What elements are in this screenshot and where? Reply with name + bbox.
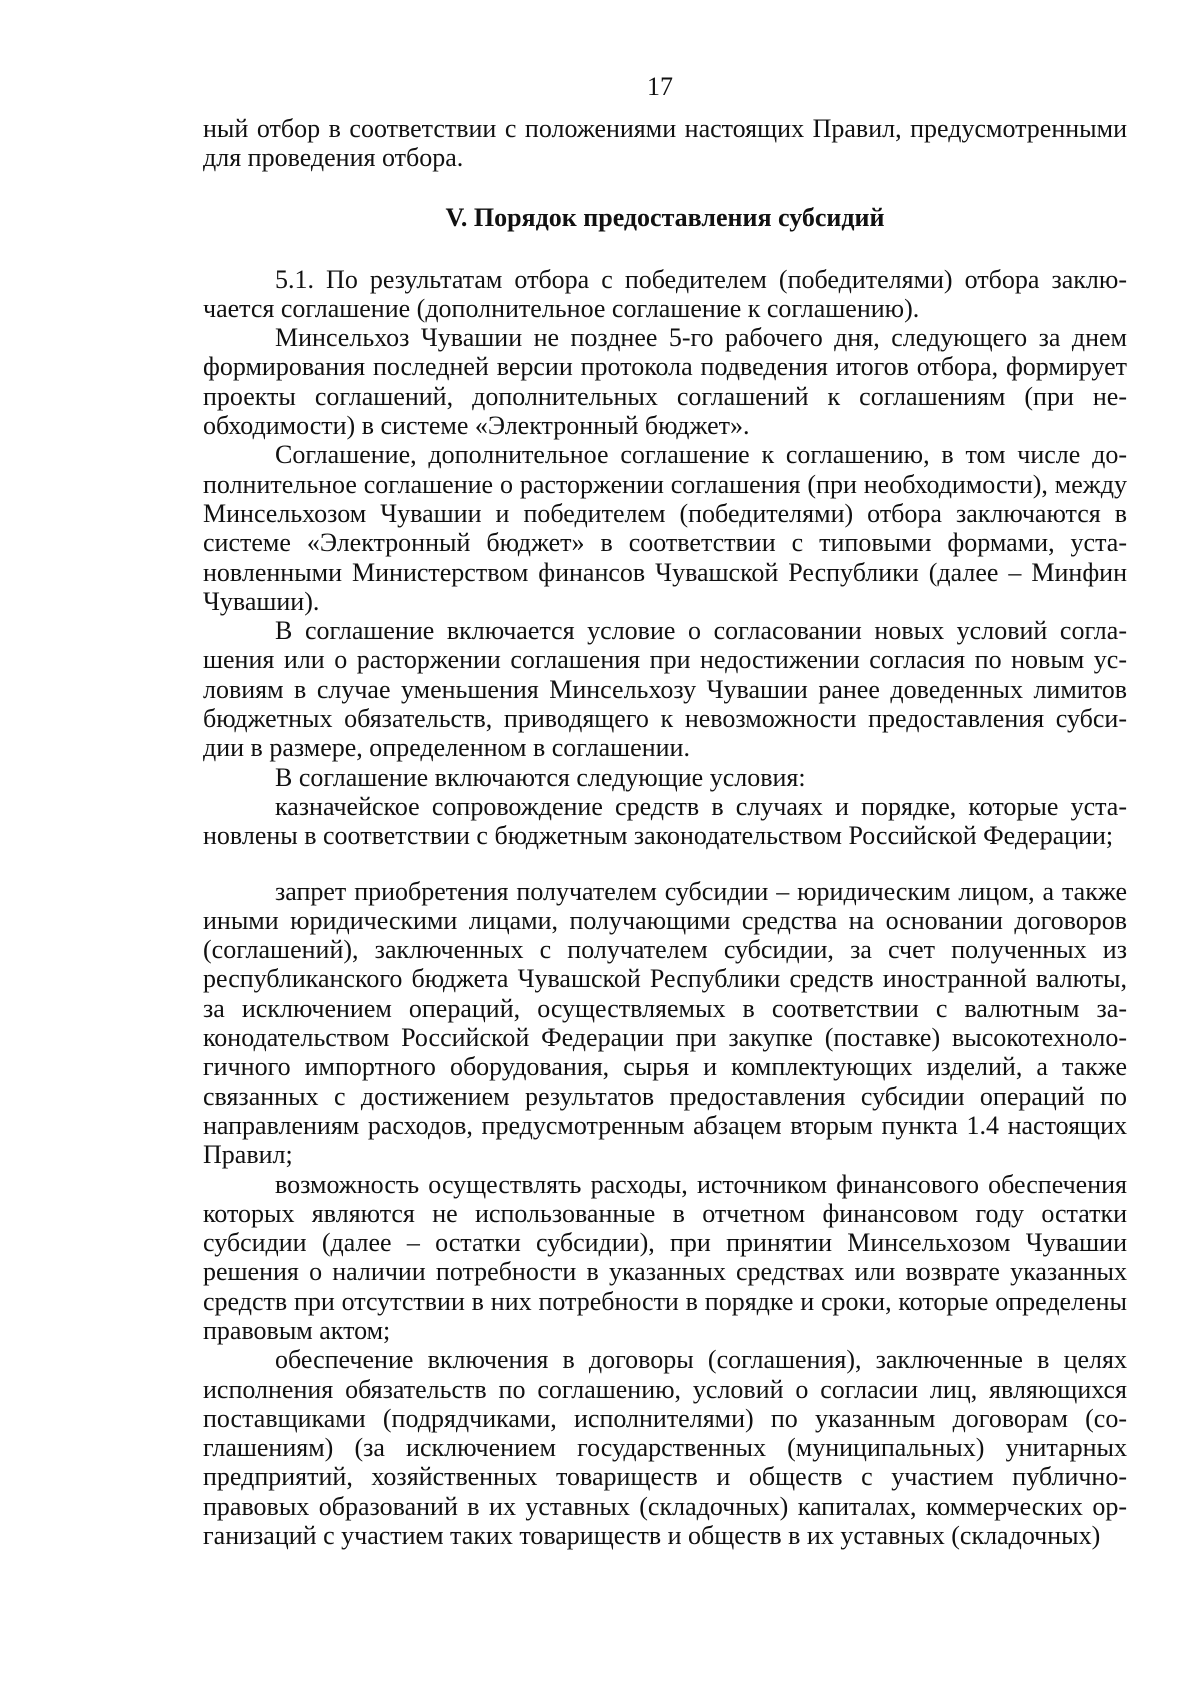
paragraph-continuation: ный отбор в соответствии с положениями настоящих Правил, предусмотренными для проведения отбора. [203, 114, 1127, 173]
paragraph: 5.1. По результатам отбора с победителем (победителями) отбора заключается соглашение (дополнительное соглашение к соглашению). [203, 264, 1127, 323]
paragraph: Минсельхоз Чувашии не позднее 5-го рабочего дня, следующего за днем формирования последней версии протокола подведения итогов отбора, формирует проекты соглашений, дополнительных соглашений к соглашениям (при необходимости) в системе «Электронный бюджет». [203, 323, 1127, 441]
document-body [203, 114, 1127, 1550]
section-title: V. Порядок предоставления субсидий [445, 202, 885, 232]
paragraph: Соглашение, дополнительное соглашение к соглашению, в том числе дополнительное соглашение о расторжении соглашения (при необходимости), между Минсельхозом Чувашии и победителем (победителями) отбора заключаются в системе «Электронный бюджет» в соответствии с типовыми формами, установленными Министерством финансов Чувашской Республики (далее – Минфин Чувашии). [203, 440, 1127, 616]
list-item-paragraph: казначейское сопровождение средств в случаях и порядке, которые установлены в соответствии с бюджетным законодательством Российской Федерации; [203, 791, 1127, 851]
list-item-paragraph: возможность осуществлять расходы, источником финансового обеспечения которых являются не использованные в отчетном финансовом году остатки субсидии (далее – остатки субсидии), при принятии Минсельхозом Чувашии решения о наличии потребности в указанных средствах или возврате указанных средств при отсутствии в них потребности в порядке и сроки, которые определены правовым актом; [203, 1169, 1127, 1345]
paragraph: В соглашение включается условие о согласовании новых условий соглашения или о расторжении соглашения при недостижении согласия по новым условиям в случае уменьшения Минсельхозу Чувашии ранее доведенных лимитов бюджетных обязательств, приводящего к невозможности предоставления субсидии в размере, определенном в соглашении. [203, 616, 1127, 763]
list-item-paragraph: обеспечение включения в договоры (соглашения), заключенные в целях исполнения обязательств по соглашению, условий о согласии лиц, являющихся поставщиками (подрядчиками, исполнителями) по указанным договорам (соглашениям) (за исключением государственных (муниципальных) унитарных предприятий, хозяйственных товариществ и обществ с участием публично-правовых образований в их уставных (складочных) капиталах, коммерческих организаций с участием таких товариществ и обществ в их уставных (складочных) [203, 1345, 1127, 1551]
list-item-paragraph: запрет приобретения получателем субсидии – юридическим лицом, а также иными юридическими лицами, получающими средства на основании договоров (соглашений), заключенных с получателем субсидии, за счет полученных из республиканского бюджета Чувашской Республики средств иностранной валюты, за исключением операций, осуществляемых в соответствии с валютным законодательством Российской Федерации при закупке (поставке) высокотехнологичного импортного оборудования, сырья и комплектующих изделий, а также связанных с достижением результатов предоставления субсидии операций по направлениям расходов, предусмотренным абзацем вторым пункта 1.4 настоящих Правил; [203, 876, 1127, 1170]
paragraph: В соглашение включаются следующие условия: [275, 762, 806, 792]
page-number: 17 [647, 72, 673, 101]
